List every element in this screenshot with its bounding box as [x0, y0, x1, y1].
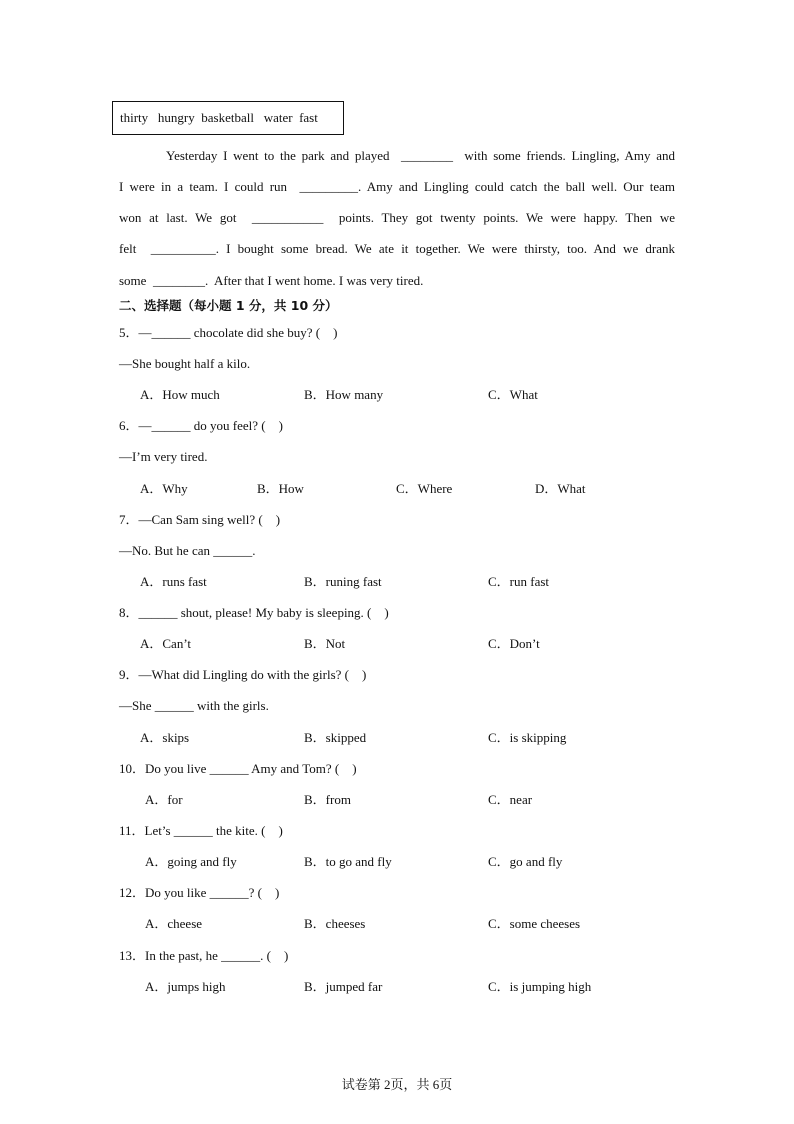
question-5-option-b[interactable]: B．How many — [304, 387, 384, 402]
question-12-option-b[interactable]: B．cheeses — [304, 916, 366, 931]
question-7-option-c[interactable]: C．run fast — [488, 574, 550, 589]
question-6-stem: 6．—______ do you feel? ( ) — [119, 418, 283, 433]
question-6-answer-line: —I’m very tired. — [119, 449, 208, 464]
section-title: 二、选择题（每小题 1 分，共 10 分） — [119, 298, 338, 313]
passage-line-4: felt __________. I bought some bread. We ate it together. We were thirsty, too. And we drank — [119, 241, 675, 256]
question-7-option-a[interactable]: A．runs fast — [140, 574, 207, 589]
question-6-option-b[interactable]: B．How — [257, 481, 304, 496]
question-13-option-b[interactable]: B．jumped far — [304, 979, 383, 994]
passage-line-3: won at last. We got ___________ points. They got twenty points. We were happy. Then we — [119, 210, 675, 225]
question-5-option-c[interactable]: C．What — [488, 387, 538, 402]
passage-line-1: Yesterday I went to the park and played ________ with some friends. Lingling, Amy and — [166, 148, 675, 163]
question-8-stem: 8．______ shout, please! My baby is sleeping. ( ) — [119, 605, 389, 620]
question-8-option-c[interactable]: C．Don’t — [488, 636, 540, 651]
question-13-option-c[interactable]: C．is jumping high — [488, 979, 592, 994]
question-10-stem: 10．Do you live ______ Amy and Tom? ( ) — [119, 761, 357, 776]
question-7-option-b[interactable]: B．runing fast — [304, 574, 382, 589]
question-11-stem: 11．Let’s ______ the kite. ( ) — [119, 823, 283, 838]
question-11-option-c[interactable]: C．go and fly — [488, 854, 563, 869]
question-10-option-b[interactable]: B．from — [304, 792, 351, 807]
question-5-stem: 5．—______ chocolate did she buy? ( ) — [119, 325, 338, 340]
question-9-option-b[interactable]: B．skipped — [304, 730, 367, 745]
question-13-option-a[interactable]: A．jumps high — [145, 979, 226, 994]
question-7-stem: 7．—Can Sam sing well? ( ) — [119, 512, 281, 527]
question-12-option-c[interactable]: C．some cheeses — [488, 916, 581, 931]
passage-line-5: some ________. After that I went home. I was very tired. — [119, 273, 424, 288]
question-9-stem: 9．—What did Lingling do with the girls? ( ) — [119, 667, 367, 682]
question-7-answer-line: —No. But he can ______. — [119, 543, 256, 558]
question-8-option-b[interactable]: B．Not — [304, 636, 346, 651]
question-9-answer-line: —She ______ with the girls. — [119, 698, 269, 713]
question-10-option-a[interactable]: A．for — [145, 792, 183, 807]
question-13-stem: 13．In the past, he ______. ( ) — [119, 948, 289, 963]
question-5-option-a[interactable]: A．How much — [140, 387, 220, 402]
word-bank-box — [112, 101, 344, 135]
question-6-option-a[interactable]: A．Why — [140, 481, 188, 496]
question-11-option-a[interactable]: A．going and fly — [145, 854, 237, 869]
question-6-option-c[interactable]: C．Where — [396, 481, 453, 496]
question-11-option-b[interactable]: B．to go and fly — [304, 854, 392, 869]
question-10-option-c[interactable]: C．near — [488, 792, 533, 807]
passage-line-2: I were in a team. I could run _________. Amy and Lingling could catch the ball well. Our team — [119, 179, 675, 194]
question-9-option-c[interactable]: C．is skipping — [488, 730, 567, 745]
word-bank-text: thirty hungry basketball water fast — [120, 110, 318, 125]
page-footer: 试卷第 2页，共 6页 — [341, 1077, 453, 1092]
question-8-option-a[interactable]: A．Can’t — [140, 636, 192, 651]
question-9-option-a[interactable]: A．skips — [140, 730, 190, 745]
question-5-answer-line: —She bought half a kilo. — [119, 356, 251, 371]
question-12-stem: 12．Do you like ______? ( ) — [119, 885, 280, 900]
question-12-option-a[interactable]: A．cheese — [145, 916, 203, 931]
question-6-option-d[interactable]: D．What — [535, 481, 586, 496]
